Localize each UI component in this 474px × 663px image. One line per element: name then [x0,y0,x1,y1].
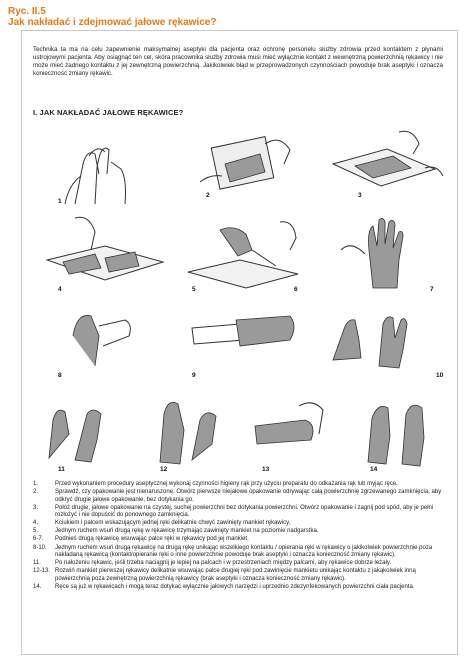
illustration-4 [35,210,175,292]
grasp-cuff-icon [35,210,175,292]
step-text: Podnieś drugą rękawicę wsuwając palce ręki w rękawicy pod jej mankiet. [55,536,249,543]
adjust-fingers-icon [35,384,135,468]
step-text: Rozwiń mankiet pierwszej rękawicy delikatnie wsuwając palce drugiej ręki pod zawinięcie mankietu unikając kontaktu z jakąkolwiek inną powierzchnią poza zewnętrzną powierzchnią rękawicy (brak aseptyki i oznacza konieczność zmiany rękawic). [55,568,416,582]
step-text: Po nałożeniu rękawic, jeśli trzeba naciągnij je lepiej na palcach i w przestrzeniach między palcami, aby rękawice dobrze leżały. [55,560,392,567]
list-item [33,560,445,568]
step-number: 12-13. [33,568,51,575]
lift-second-glove-icon [35,296,175,378]
step-number: 5. [33,528,39,535]
step-number: 1. [33,481,39,487]
figure-number: 10 [436,372,444,379]
step-number: 14. [33,583,42,590]
figure-number: 4 [58,286,62,293]
figure-number: 11 [58,466,65,473]
hands-ready-icon [350,384,450,468]
hands-washing-icon [35,124,175,206]
cuff-roll-icon [245,384,345,468]
gloved-hand-icon [315,210,450,292]
step-number: 11. [33,560,41,567]
illustration-9 [180,296,310,378]
two-gloved-hands-icon [315,296,450,378]
illustration-8 [35,296,175,378]
step-text: Jednym ruchem wsuń drugą rękawicę na drugą rękę unikając wszelkiego kontaktu / opierania ręki w rękawicy o jakikolwiek powierzchnie poza nakładaną rękawicą (kontakt/opieranie ręki o inne powierzchnie powoduje brak aseptyki i oznacza konieczność zmiany rękawic). [55,544,433,559]
step-text: Sprawdź, czy opakowanie jest nienaruszone. Otwórz pierwsze niejałowe opakowanie odrywając całą powierzchnię zgrzewanego zamknięcia, aby odkryć drugie jałowe opakowanie, bez dotykania go. [55,489,442,503]
step-number: 3. [33,504,39,511]
unroll-cuff-icon [140,384,240,468]
step-text: Przed wykonaniem procedury aseptycznej wykonaj czynności higieny rąk przy użyciu preparatu do odkażania rąk lub myjąc ręce. [55,481,398,487]
illustration-2 [180,124,310,206]
step-number: 6-7. [33,536,44,543]
glove-package-open-icon [180,124,310,206]
illustration-grid [30,122,450,478]
step-number: 4. [33,520,39,527]
illustration-11 [35,384,135,468]
step-text: Kciukiem i palcem wskazującym jednej ręki delikatnie chwyć zawinięty mankiet rękawicy. [55,520,291,527]
figure-number: 12 [160,466,168,473]
illustration-5 [180,210,310,292]
illustration-14 [350,384,450,468]
illustration-7 [315,210,450,292]
figure-number: 3 [358,192,362,199]
figure-number: 1 [58,198,62,205]
illustration-12 [140,384,240,468]
list-item [33,545,445,560]
list-item [33,520,445,528]
step-text: Ręce są już w rękawicach i mogą teraz dotykać wyłącznie jałowych narzędzi i uprzednio zdezynfekowanych powierzchni ciała pacjenta. [55,583,415,590]
list-item [33,584,445,592]
step-text: Jednym ruchem wsuń drugą rękę w rękawicę trzymając zawinięty mankiet na poziomie nadgarstka. [55,528,319,535]
list-item [33,536,445,544]
list-item [33,481,445,489]
list-item [33,528,445,536]
illustration-1 [35,124,175,206]
section-title: I. JAK NAKŁADAĆ JAŁOWE RĘKAWICE? [33,108,184,117]
figure-number: 9 [192,372,196,379]
insert-hand-icon [180,210,310,292]
list-item [33,568,445,583]
figure-number: 14 [370,466,378,473]
figure-number: 13 [262,466,270,473]
figure-title: Jak nakładać i zdejmować jałowe rękawice? [8,17,217,28]
package-unfold-icon [315,124,450,206]
list-item [33,489,445,504]
figure-number: 7 [430,286,434,293]
step-text: Połóż drugie, jałowe opakowanie na czystej, suchej powierzchni bez dotykania powierzchni. Otwórz opakowanie i zagnij pod spód, aby je pełni rozłożyć i nie dopuścić do ponownego zamknięcia. [55,504,434,519]
list-item [33,505,445,520]
figure-label: Ryc. II.5 [8,6,46,17]
step-number: 2. [33,489,39,496]
illustration-3 [315,124,450,206]
figure-number: 5 [192,286,196,293]
figure-number: 2 [206,192,210,199]
step-number: 8-10. [33,544,47,551]
figure-number: 6 [294,286,298,293]
steps-list [33,481,445,592]
figure-number: 8 [58,372,62,379]
slide-glove-icon [180,296,310,378]
illustration-10 [315,296,450,378]
figure-header [8,6,216,28]
intro-paragraph: Technika ta ma na celu zapewnienie maksymalnej aseptyki dla pacjenta oraz ochronę personelu służby zdrowia przed kontaktem z płynami ustrojowymi pacjenta. Aby osiągnąć ten cel, skóra pracownika służby zdrowia musi mieć wyłącznie kontakt z wewnętrzną powierzchnią rękawicy i nie może mieć żadnego kontaktu z jej zewnętrzną powierzchnią. Jakikolwiek błąd w przeprowadzonych czynnościach powoduje brak aseptyki i oznacza konieczność zmiany rękawic. [33,46,443,77]
illustration-13 [245,384,345,468]
